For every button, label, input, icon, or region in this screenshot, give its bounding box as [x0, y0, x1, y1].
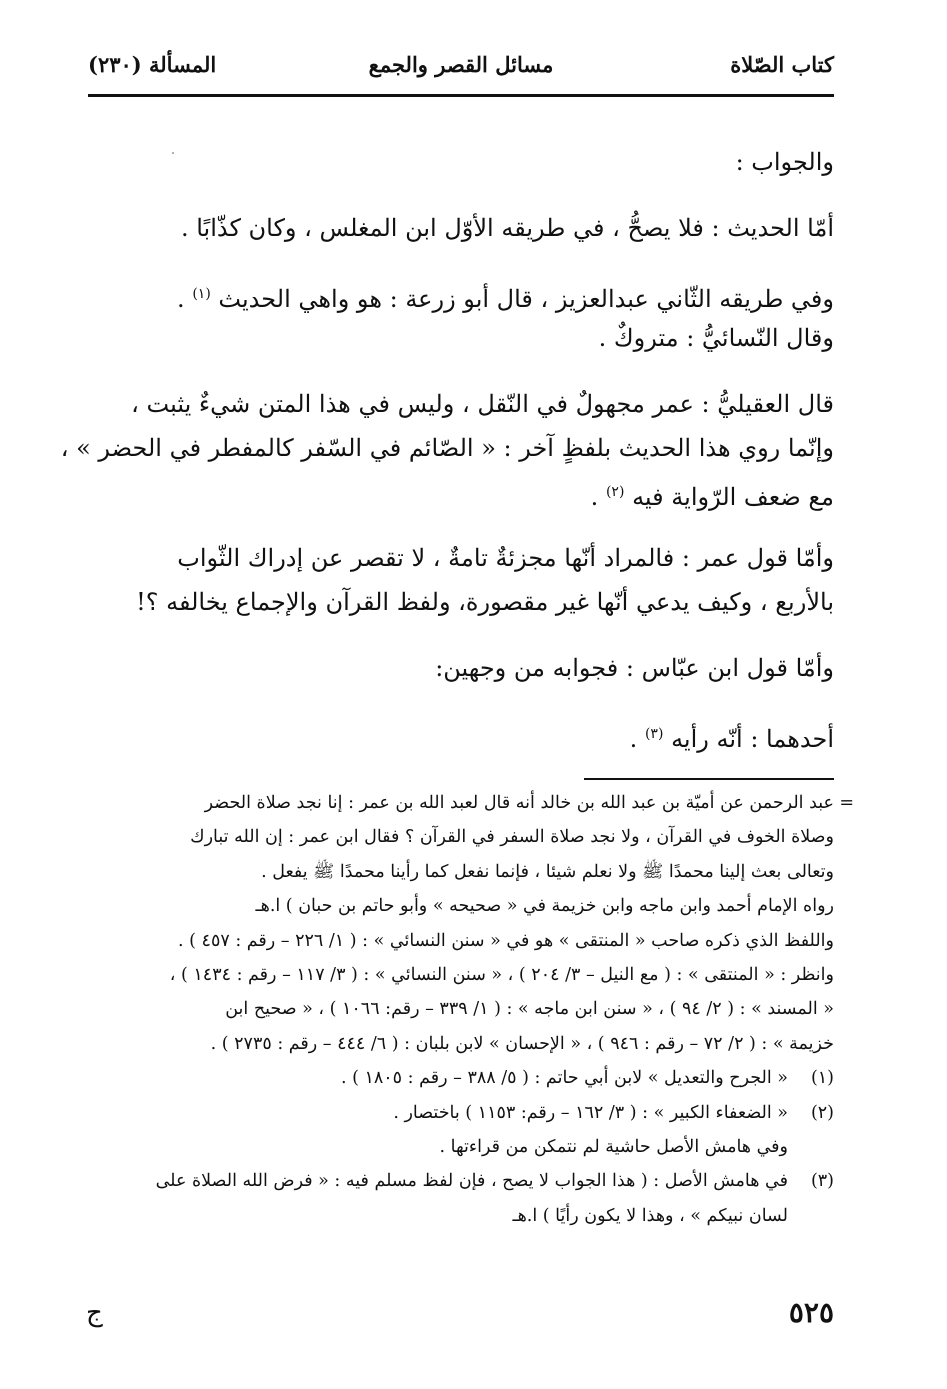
footnotes	[88, 786, 854, 1233]
paragraph-line: وأمّا قول عمر : فالمراد أنّها مجزئةٌ تامةٌ ، لا تقصر عن إدراك الثّواب	[177, 544, 834, 572]
footnote-ref-1[interactable]: (١)	[192, 286, 211, 302]
book-title: كتاب الصّلاة	[730, 52, 834, 77]
chapter-title: مسائل القصر والجمع	[368, 52, 554, 77]
footnote-number: (١)	[810, 1068, 834, 1089]
footnote-number: (٢)	[810, 1102, 834, 1123]
footnote-continued-line: « المسند » : ( ٢/ ٩٤ ) ، « سنن ابن ماجه » : ( ١/ ٣٣٩ – رقم: ١٠٦٦ ) ، « صحيح ابن	[225, 999, 834, 1020]
footnote-continued-line: وانظر : « المنتقى » : ( مع النيل – ٣/ ٢٠٤ ) ، « سنن النسائي » : ( ٣/ ١١٧ – رقم : ١٤٣٤ ) ،	[169, 964, 834, 985]
issue-number: المسألة (٢٣٠)	[88, 52, 217, 77]
paragraph-line: أحدهما : أنّه رأيه $^{(٣)}$ .	[629, 725, 834, 753]
paragraph-line: قال العقيليُّ : عمر مجهولٌ في النّقل ، وليس في هذا المتن شيءٌ يثبت ،	[131, 390, 834, 418]
main-text	[60, 140, 834, 756]
continuation-mark: =	[839, 793, 854, 813]
footnote-divider	[584, 778, 834, 780]
footnote-3: (٣) في هامش الأصل : ( هذا الجواب لا يصح ، فإن لفظ مسلم فيه : « فرض الله الصلاة على	[88, 1164, 834, 1198]
paragraph-line: أمّا الحديث : فلا يصحُّ ، في طريقه الأوّل ابن المغلس ، وكان كذّابًا .	[180, 214, 834, 242]
footnote-continued-line: واللفظ الذي ذكره صاحب « المنتقى » هو في « سنن النسائي » : ( ١/ ٢٢٦ – رقم : ٤٥٧ ) .	[178, 930, 834, 951]
footnote-continued-line: وصلاة الخوف في القرآن ، ولا نجد صلاة السفر في القرآن ؟ فقال ابن عمر : إن الله تبارك	[190, 827, 834, 848]
footnote-continued-line: وتعالى بعث إلينا محمدًا ﷺ ولا نعلم شيئا ، فإنما نفعل كما رأينا محمدًا ﷺ يفعل .	[261, 861, 834, 882]
footnote-1: (١) « الجرح والتعديل » لابن أبي حاتم : ( ٥/ ٣٨٨ – رقم : ١٨٠٥ ) .	[88, 1061, 834, 1095]
header-divider	[88, 94, 834, 97]
footnote-number: (٣)	[810, 1171, 834, 1192]
running-header	[88, 52, 834, 86]
footnote-continued-line: = عبد الرحمن عن أميّة بن عبد الله بن خالد أنه قال لعبد الله بن عمر : إنا نجد صلاة الحضر	[88, 786, 834, 820]
footnote-2-line: وفي هامش الأصل حاشية لم نتمكن من قراءتها .	[439, 1136, 788, 1157]
footnote-ref-2[interactable]: (٢)	[605, 484, 625, 500]
signature-mark: ج	[86, 1298, 103, 1328]
page-number: ٥٢٥	[788, 1296, 834, 1329]
footnote-ref-3[interactable]: (٣)	[644, 726, 664, 742]
footnote-2: (٢) « الضعفاء الكبير » : ( ٣/ ١٦٢ – رقم: ١١٥٣ ) باختصار .	[88, 1096, 834, 1130]
paragraph-line: وقال النّسائيُّ : متروكٌ .	[598, 324, 834, 352]
footnote-continued-line: خزيمة » : ( ٢/ ٧٢ – رقم : ٩٤٦ ) ، « الإحسان » لابن بلبان : ( ٦/ ٤٤٤ – رقم : ٢٧٣٥ ) .	[210, 1033, 834, 1054]
paragraph-line: بالأربع ، وكيف يدعي أنّها غير مقصورة، ولفظ القرآن والإجماع يخالفه ؟!	[136, 588, 834, 616]
paragraph-line: مع ضعف الرّواية فيه $^{(٢)}$ .	[590, 483, 834, 511]
footnote-continued-line: رواه الإمام أحمد وابن ماجه وابن خزيمة في « صحيحه » وأبو حاتم بن حبان ) ا.هـ	[255, 896, 834, 917]
paragraph-line: وإنّما روي هذا الحديث بلفظٍ آخر : « الصّائم في السّفر كالمفطر في الحضر » ،	[60, 434, 834, 462]
paragraph-line: وأمّا قول ابن عبّاس : فجوابه من وجهين:	[435, 654, 834, 682]
paragraph-line: وفي طريقه الثّاني عبدالعزيز ، قال أبو زرعة : هو واهي الحديث $^{(١)}$ .	[177, 285, 834, 313]
footnote-3-line: لسان نبيكم » ، وهذا لا يكون رأيًا ) ا.هـ	[512, 1205, 788, 1226]
answer-heading: والجواب :	[735, 148, 834, 176]
